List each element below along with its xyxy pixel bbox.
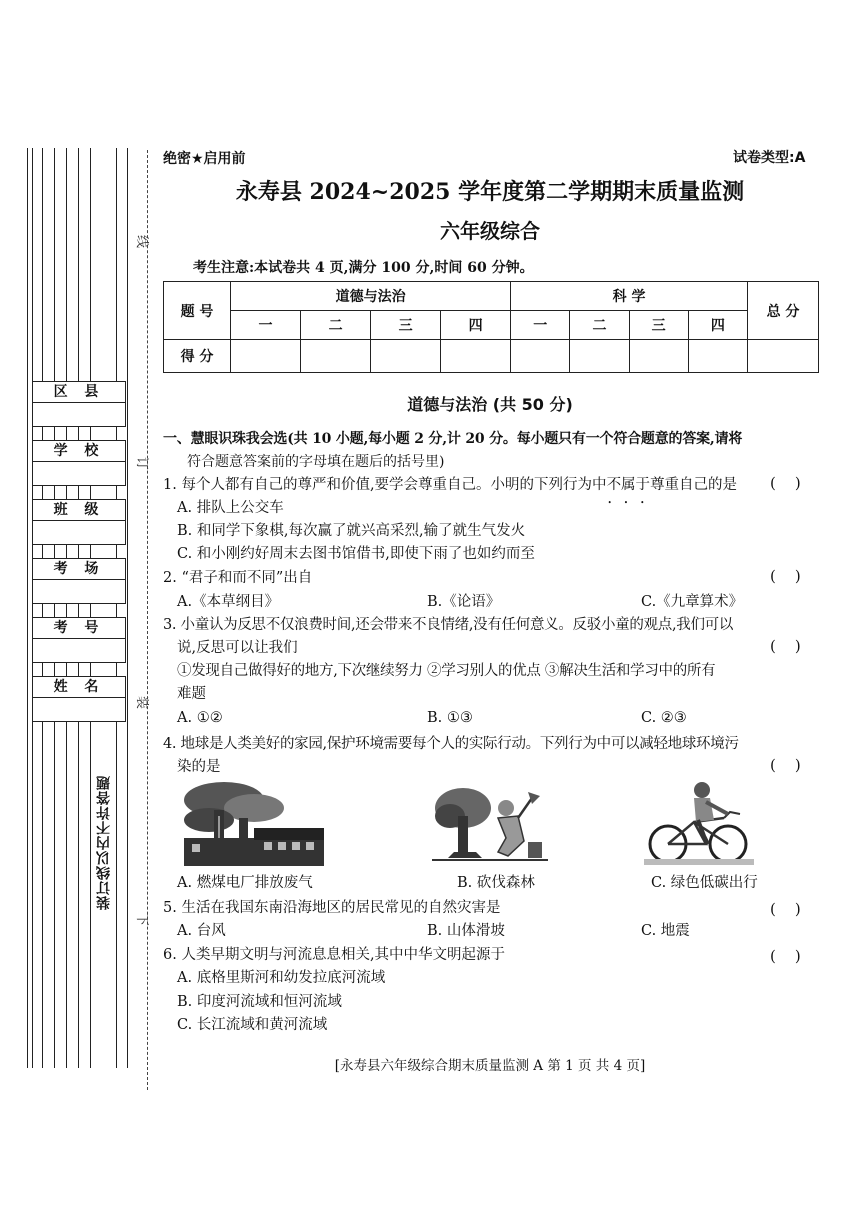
q6-option-a: A. 底格里斯河和幼发拉底河流域 bbox=[177, 970, 386, 986]
score-cell[interactable] bbox=[570, 340, 629, 373]
power-plant-image bbox=[184, 780, 324, 866]
subject-morality: 道德与法治 bbox=[231, 282, 511, 311]
q4-option-c: C. 绿色低碳出行 bbox=[651, 875, 758, 891]
q2-option-c: C.《九章算术》 bbox=[641, 594, 744, 610]
question-3-choices-line1: ①发现自己做得好的地方,下次继续努力 ②学习别人的优点 ③解决生活和学习中的所有 bbox=[177, 663, 716, 679]
school-label: 学 校 bbox=[33, 441, 125, 462]
tree-cutting-image bbox=[428, 786, 552, 866]
exam-notice: 考生注意:本试卷共 4 页,满分 100 分,时间 60 分钟。 bbox=[193, 260, 534, 276]
answer-bracket-3[interactable]: ( ) bbox=[770, 637, 801, 655]
district-field[interactable] bbox=[32, 381, 126, 427]
class-label: 班 级 bbox=[33, 500, 125, 521]
q5-option-c: C. 地震 bbox=[641, 923, 690, 939]
binding-line bbox=[78, 148, 79, 1068]
q2-option-b: B.《论语》 bbox=[427, 594, 501, 610]
question-4-stem-line1: 4. 地球是人类美好的家园,保护环境需要每个人的实际行动。下列行为中可以减轻地球环境污 bbox=[163, 736, 739, 752]
binding-mark-below: 下 bbox=[134, 912, 150, 927]
score-cell[interactable] bbox=[688, 340, 747, 373]
class-field[interactable] bbox=[32, 499, 126, 545]
part1-instruction-line1: 一、慧眼识珠我会选(共 10 小题,每小题 2 分,计 20 分。每小题只有一个符合题意的答案,请将 bbox=[163, 431, 743, 447]
question-4-stem-line2: 染的是 bbox=[177, 759, 221, 775]
binding-notice: 装订线以内不许答题 bbox=[96, 775, 112, 910]
question-3-stem-line1: 3. 小童认为反思不仅浪费时间,还会带来不良情绪,没有任何意义。反驳小童的观点,我们可以 bbox=[163, 617, 734, 633]
col-header: 一 bbox=[231, 311, 301, 340]
binding-line bbox=[90, 148, 91, 1068]
col-header: 一 bbox=[511, 311, 570, 340]
school-field[interactable] bbox=[32, 440, 126, 486]
score-cell[interactable] bbox=[371, 340, 441, 373]
question-6-stem: 6. 人类早期文明与河流息息相关,其中中华文明起源于 bbox=[163, 947, 506, 963]
q1-stem-part-b: 尊重自己的是 bbox=[650, 477, 738, 493]
score-cell[interactable] bbox=[301, 340, 371, 373]
part1-instruction-line2: 符合题意答案前的字母填在题后的括号里) bbox=[187, 454, 445, 470]
section-title: 道德与法治 (共 50 分) bbox=[407, 395, 573, 414]
binding-cut-line bbox=[147, 150, 149, 1090]
binding-mark-bind: 装 bbox=[134, 695, 150, 710]
q1-emphasis: 不属于 • • • bbox=[607, 477, 651, 493]
q6-option-b: B. 印度河流域和恒河流域 bbox=[177, 994, 342, 1010]
exam-number-label: 考 号 bbox=[33, 618, 125, 639]
row-label-score: 得 分 bbox=[164, 340, 231, 373]
question-2-stem: 2. “君子和而不同”出自 bbox=[163, 570, 313, 586]
binding-line bbox=[66, 148, 67, 1068]
binding-line bbox=[27, 148, 28, 1068]
cycling-image bbox=[644, 778, 754, 868]
answer-bracket-4[interactable]: ( ) bbox=[770, 756, 801, 774]
q4-option-b: B. 砍伐森林 bbox=[457, 875, 535, 891]
answer-bracket-1[interactable]: ( ) bbox=[770, 474, 801, 492]
exam-room-label: 考 场 bbox=[33, 559, 125, 580]
exam-subtitle: 六年级综合 bbox=[440, 219, 540, 243]
score-table bbox=[163, 281, 819, 373]
q3-option-c: C. ②③ bbox=[641, 710, 687, 726]
binding-line bbox=[116, 148, 117, 1068]
answer-bracket-2[interactable]: ( ) bbox=[770, 567, 801, 585]
q6-option-c: C. 长江流域和黄河流域 bbox=[177, 1017, 328, 1033]
question-1-stem bbox=[163, 474, 737, 496]
question-3-choices-line2: 难题 bbox=[177, 686, 206, 702]
binding-mark-line: 线 bbox=[134, 234, 150, 249]
binding-line bbox=[54, 148, 55, 1068]
binding-mark-staple: 订 bbox=[134, 456, 150, 471]
answer-bracket-5[interactable]: ( ) bbox=[770, 900, 801, 918]
binding-line bbox=[32, 148, 33, 1068]
exam-title: 永寿县 2024~2025 学年度第二学期期末质量监测 bbox=[235, 179, 745, 205]
q5-option-a: A. 台风 bbox=[177, 923, 226, 939]
col-header: 三 bbox=[629, 311, 688, 340]
total-score-cell[interactable] bbox=[748, 340, 819, 373]
total-label: 总 分 bbox=[748, 282, 819, 340]
binding-line bbox=[127, 148, 128, 1068]
q5-option-b: B. 山体滑坡 bbox=[427, 923, 505, 939]
score-cell[interactable] bbox=[231, 340, 301, 373]
paper-type: 试卷类型:A bbox=[733, 150, 806, 166]
question-3-stem-line2: 说,反思可以让我们 bbox=[177, 640, 298, 656]
q4-option-a: A. 燃煤电厂排放废气 bbox=[177, 875, 313, 891]
page-footer: [永寿县六年级综合期末质量监测 A 第 1 页 共 4 页] bbox=[334, 1058, 646, 1074]
q3-option-a: A. ①② bbox=[177, 710, 223, 726]
q1-option-c: C. 和小刚约好周末去图书馆借书,即使下雨了也如约而至 bbox=[177, 546, 535, 562]
col-header: 三 bbox=[371, 311, 441, 340]
exam-number-field[interactable] bbox=[32, 617, 126, 663]
name-field[interactable] bbox=[32, 676, 126, 722]
col-header: 四 bbox=[688, 311, 747, 340]
subject-science: 科 学 bbox=[511, 282, 748, 311]
name-label: 姓 名 bbox=[33, 677, 125, 698]
col-header: 二 bbox=[301, 311, 371, 340]
exam-room-field[interactable] bbox=[32, 558, 126, 604]
q3-option-b: B. ①③ bbox=[427, 710, 473, 726]
row-label-number: 题 号 bbox=[164, 282, 231, 340]
confidential-mark: 绝密★启用前 bbox=[163, 151, 246, 167]
q1-stem-part-a: 1. 每个人都有自己的尊严和价值,要学会尊重自己。小明的下列行为中 bbox=[163, 477, 607, 493]
district-label: 区 县 bbox=[33, 382, 125, 403]
answer-bracket-6[interactable]: ( ) bbox=[770, 947, 801, 965]
question-5-stem: 5. 生活在我国东南沿海地区的居民常见的自然灾害是 bbox=[163, 900, 501, 916]
col-header: 二 bbox=[570, 311, 629, 340]
score-cell[interactable] bbox=[511, 340, 570, 373]
binding-line bbox=[42, 148, 43, 1068]
q2-option-a: A.《本草纲目》 bbox=[177, 594, 280, 610]
score-cell[interactable] bbox=[629, 340, 688, 373]
col-header: 四 bbox=[441, 311, 511, 340]
q1-option-a: A. 排队上公交车 bbox=[177, 500, 284, 516]
q1-option-b: B. 和同学下象棋,每次赢了就兴高采烈,输了就生气发火 bbox=[177, 523, 526, 539]
score-cell[interactable] bbox=[441, 340, 511, 373]
